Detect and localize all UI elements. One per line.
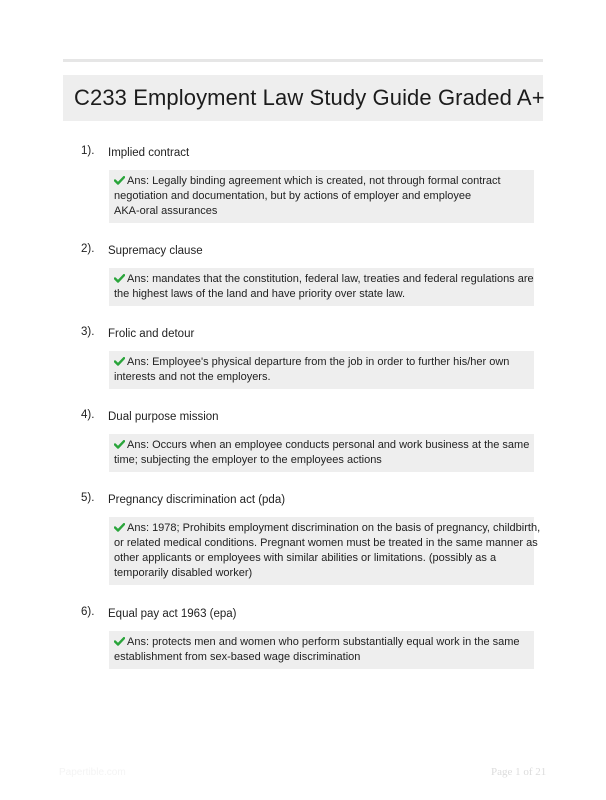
- question-number: 6).: [81, 606, 95, 618]
- title-banner: [63, 75, 543, 121]
- answer-text: Ans: Legally binding agreement which is created, not through formal contract: [127, 175, 501, 187]
- check-icon: [114, 440, 125, 449]
- question-text: Implied contract: [108, 147, 190, 159]
- check-icon: [114, 523, 125, 532]
- answer-box: [109, 517, 541, 585]
- answer-box: [109, 631, 534, 669]
- question-number: 5).: [81, 492, 95, 504]
- answer-line: AKA-oral assurances: [114, 205, 218, 217]
- question-text: Supremacy clause: [108, 245, 203, 257]
- answer-line: other applicants or employees with similar abilities or limitations. (possibly as a: [114, 552, 497, 564]
- footer-watermark: Papertible.com: [59, 767, 126, 778]
- answer-line: negotiation and documentation, but by actions of employer and employee: [114, 190, 472, 202]
- check-icon: [114, 357, 125, 366]
- answer-text: Ans: protects men and women who perform substantially equal work in the same: [127, 636, 520, 648]
- page-title: C233 Employment Law Study Guide Graded A+: [74, 85, 545, 110]
- question-number: 2).: [81, 243, 95, 255]
- answer-box: [109, 434, 534, 472]
- answer-box: [109, 170, 534, 223]
- answer-line: [114, 272, 534, 287]
- question-number: 1).: [81, 145, 95, 157]
- answer-text: Ans: 1978; Prohibits employment discrimination on the basis of pregnancy, childbirth,: [127, 522, 541, 534]
- answer-line: or related medical conditions. Pregnant women must be treated in the same manner as: [114, 537, 538, 549]
- check-icon: [114, 176, 125, 185]
- answer-line: [114, 635, 528, 650]
- answer-line: [114, 174, 528, 189]
- question-text: Dual purpose mission: [108, 411, 219, 423]
- answer-line: interests and not the employers.: [114, 371, 271, 383]
- answer-line: temporarily disabled worker): [114, 567, 253, 579]
- answer-text: Ans: mandates that the constitution, federal law, treaties and federal regulations are: [127, 273, 534, 285]
- answer-line: the highest laws of the land and have priority over state law.: [114, 288, 406, 300]
- answer-line: [114, 355, 528, 370]
- top-divider: [63, 59, 543, 62]
- check-icon: [114, 637, 125, 646]
- question-text: Frolic and detour: [108, 328, 195, 340]
- answer-box: [109, 351, 534, 389]
- question-text: Pregnancy discrimination act (pda): [108, 494, 286, 506]
- answer-text: Ans: Occurs when an employee conducts personal and work business at the same: [127, 439, 530, 451]
- question-number: 4).: [81, 409, 95, 421]
- answer-line: establishment from sex-based wage discrimination: [114, 651, 361, 663]
- answer-line: [114, 521, 541, 536]
- question-text: Equal pay act 1963 (epa): [108, 608, 237, 620]
- question-number: 3).: [81, 326, 95, 338]
- answer-box: [109, 268, 534, 306]
- answer-line: time; subjecting the employer to the employees actions: [114, 454, 382, 466]
- answer-text: Ans: Employee's physical departure from the job in order to further his/her own: [127, 356, 510, 368]
- check-icon: [114, 274, 125, 283]
- page-indicator: Page 1 of 21: [491, 766, 547, 778]
- answer-line: [114, 438, 528, 453]
